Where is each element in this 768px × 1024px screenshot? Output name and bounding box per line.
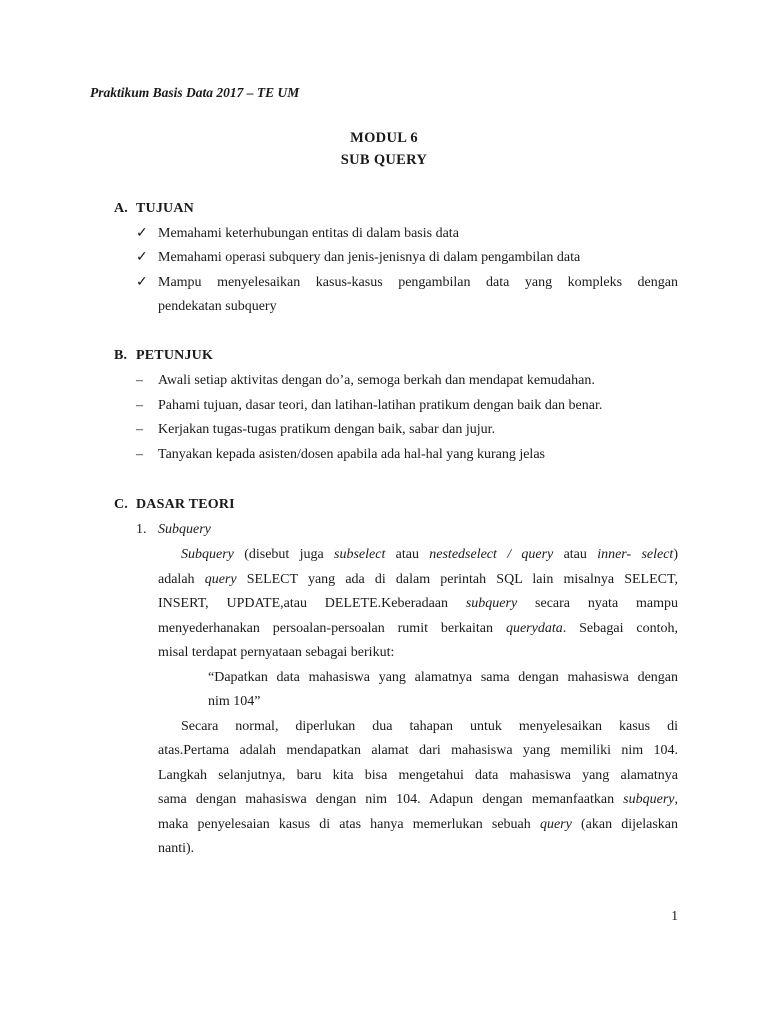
section-a-letter: A. (114, 201, 129, 216)
checkmark-icon: ✓ (136, 250, 148, 265)
subsection-number: 1. (136, 522, 147, 537)
instruction-text: Awali setiap aktivitas dengan do’a, semoga berkah dan mendapat kemudahan. (158, 373, 595, 388)
subsection-title: Subquery (158, 522, 211, 537)
paragraph-line: sama dengan mahasiswa dengan nim 104. Adapun dengan memanfaatkan subquery, (158, 792, 678, 807)
objective-text-continued: pendekatan subquery (158, 299, 277, 314)
section-a-title: TUJUAN (136, 201, 194, 216)
objective-item (136, 273, 678, 293)
quote-line: “Dapatkan data mahasiswa yang alamatnya sama dengan mahasiswa dengan (208, 670, 678, 685)
dash-icon: – (136, 398, 143, 413)
dash-icon: – (136, 422, 143, 437)
dash-icon: – (136, 373, 143, 388)
objective-text: Memahami operasi subquery dan jenis-jenisnya di dalam pengambilan data (158, 250, 581, 265)
paragraph-line: adalah query SELECT yang ada di dalam perintah SQL lain misalnya SELECT, (158, 572, 678, 587)
paragraph-line: INSERT, UPDATE,atau DELETE.Keberadaan subquery secara nyata mampu (158, 596, 678, 611)
paragraph-line: Subquery (disebut juga subselect atau nestedselect / query atau inner- select) (181, 547, 678, 562)
section-b-title: PETUNJUK (136, 348, 214, 363)
paragraph-line: maka penyelesaian kasus di atas hanya memerlukan sebuah query (akan dijelaskan (158, 817, 678, 832)
instruction-text: Pahami tujuan, dasar teori, dan latihan-latihan pratikum dengan baik dan benar. (158, 398, 603, 413)
module-title: SUB QUERY (340, 152, 428, 168)
checkmark-icon: ✓ (136, 275, 148, 290)
section-b-letter: B. (114, 348, 128, 363)
quote-line: nim 104” (208, 694, 261, 709)
subsection-heading (136, 520, 211, 540)
page-header: Praktikum Basis Data 2017 – TE UM (90, 85, 300, 100)
instruction-text: Kerjakan tugas-tugas pratikum dengan baik, sabar dan jujur. (158, 422, 496, 437)
paragraph-line: nanti). (158, 841, 195, 856)
paragraph-line: menyederhanakan persoalan-persoalan rumit berkaitan querydata. Sebagai contoh, (158, 621, 678, 636)
section-a-heading (114, 201, 194, 217)
paragraph-line: Langkah selanjutnya, baru kita bisa mengetahui data mahasiswa yang alamatnya (158, 768, 678, 783)
section-b-heading (114, 348, 213, 364)
section-c-letter: C. (114, 497, 129, 512)
paragraph-line: Secara normal, diperlukan dua tahapan untuk menyelesaikan kasus di (181, 719, 678, 734)
objective-text: Memahami keterhubungan entitas di dalam basis data (158, 226, 459, 241)
page-number: 1 (671, 908, 678, 923)
paragraph-line: misal terdapat pernyataan sebagai berikut: (158, 645, 395, 660)
objective-text: Mampu menyelesaikan kasus-kasus pengambilan data yang kompleks dengan (158, 275, 678, 290)
paragraph-line: atas.Pertama adalah mendapatkan alamat dari mahasiswa yang memiliki nim 104. (158, 743, 678, 758)
checkmark-icon: ✓ (136, 226, 148, 241)
dash-icon: – (136, 447, 143, 462)
section-c-title: DASAR TEORI (136, 497, 235, 512)
module-number: MODUL 6 (350, 130, 418, 146)
section-c-heading (114, 497, 235, 513)
instruction-text: Tanyakan kepada asisten/dosen apabila ada hal-hal yang kurang jelas (158, 447, 545, 462)
